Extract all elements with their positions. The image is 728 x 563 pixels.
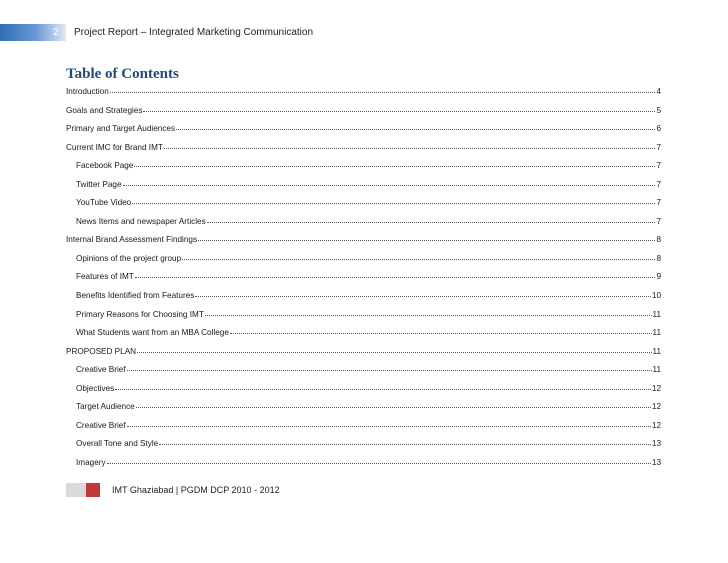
toc-dot-leader bbox=[123, 185, 656, 186]
toc-dot-leader bbox=[134, 166, 655, 167]
toc-heading: Table of Contents bbox=[66, 66, 179, 82]
toc-entry[interactable] bbox=[66, 454, 661, 473]
toc-dot-leader bbox=[136, 407, 651, 408]
toc-entry-page: 7 bbox=[656, 142, 661, 152]
toc-dot-leader bbox=[198, 240, 655, 241]
toc-entry-page: 13 bbox=[651, 439, 661, 449]
toc-entry[interactable] bbox=[66, 250, 661, 269]
toc-entry-page: 11 bbox=[652, 365, 661, 375]
toc-entry-page: 7 bbox=[656, 161, 661, 171]
toc-entry-label: PROPOSED PLAN bbox=[66, 346, 137, 356]
toc-dot-leader bbox=[143, 111, 655, 112]
toc-entry-label: Goals and Strategies bbox=[66, 105, 143, 115]
toc-dot-leader bbox=[207, 222, 656, 223]
toc-entry-label: YouTube Video bbox=[76, 198, 132, 208]
toc-dot-leader bbox=[182, 259, 655, 260]
toc-entry[interactable] bbox=[66, 231, 661, 250]
toc-dot-leader bbox=[132, 203, 655, 204]
toc-entry-label: Creative Brief bbox=[76, 420, 126, 430]
toc-entry-label: Twitter Page bbox=[76, 179, 122, 189]
toc-dot-leader bbox=[137, 352, 651, 353]
toc-entry-page: 6 bbox=[656, 124, 661, 134]
page-number: 2 bbox=[0, 24, 66, 41]
toc-entry-label: Primary Reasons for Choosing IMT bbox=[76, 309, 204, 319]
toc-entry-page: 12 bbox=[651, 402, 661, 412]
toc-entry[interactable] bbox=[66, 343, 661, 362]
toc-entry[interactable] bbox=[66, 380, 661, 399]
toc-entry[interactable] bbox=[66, 102, 661, 121]
toc-dot-leader bbox=[127, 426, 651, 427]
toc-entry[interactable] bbox=[66, 194, 661, 213]
toc-entry[interactable] bbox=[66, 324, 661, 343]
toc-entry-label: Overall Tone and Style bbox=[76, 439, 159, 449]
toc-entry-page: 12 bbox=[651, 383, 661, 393]
toc-entry[interactable] bbox=[66, 306, 661, 325]
footer-red-block bbox=[86, 483, 100, 497]
toc-entry[interactable] bbox=[66, 120, 661, 139]
toc-dot-leader bbox=[127, 370, 652, 371]
toc-entry-page: 7 bbox=[656, 198, 661, 208]
toc-entry-page: 10 bbox=[651, 291, 661, 301]
toc-dot-leader bbox=[205, 315, 652, 316]
toc-entry[interactable] bbox=[66, 157, 661, 176]
toc-entry[interactable] bbox=[66, 213, 661, 232]
toc-dot-leader bbox=[164, 148, 656, 149]
toc-entry-label: Introduction bbox=[66, 87, 109, 96]
toc-entry[interactable] bbox=[66, 176, 661, 195]
toc-entry[interactable] bbox=[66, 287, 661, 306]
toc-dot-leader bbox=[230, 333, 652, 334]
toc-entry[interactable] bbox=[66, 398, 661, 417]
toc-entry[interactable] bbox=[66, 361, 661, 380]
toc-entry-page: 5 bbox=[656, 105, 661, 115]
toc-dot-leader bbox=[115, 389, 651, 390]
toc-entry-label: Current IMC for Brand IMT bbox=[66, 142, 163, 152]
toc-entry-page: 7 bbox=[656, 179, 661, 189]
toc-entry-page: 4 bbox=[656, 87, 661, 96]
toc-entry-label: Creative Brief bbox=[76, 365, 126, 375]
toc-entry-page: 8 bbox=[656, 253, 661, 263]
toc-entry-label: Objectives bbox=[76, 383, 115, 393]
toc-entry-label: News Items and newspaper Articles bbox=[76, 216, 206, 226]
toc-entry-page: 11 bbox=[652, 328, 661, 338]
page-header bbox=[0, 24, 728, 44]
toc-entry-label: Internal Brand Assessment Findings bbox=[66, 235, 198, 245]
toc-entry-page: 12 bbox=[651, 420, 661, 430]
toc-entry-label: Features of IMT bbox=[76, 272, 134, 282]
footer-text: IMT Ghaziabad | PGDM DCP 2010 - 2012 bbox=[112, 485, 280, 495]
table-of-contents bbox=[66, 83, 661, 472]
toc-entry[interactable] bbox=[66, 83, 661, 102]
page-footer bbox=[66, 483, 366, 497]
toc-entry[interactable] bbox=[66, 268, 661, 287]
header-title: Project Report – Integrated Marketing Communication bbox=[74, 27, 314, 38]
toc-entry-label: What Students want from an MBA College bbox=[76, 328, 229, 338]
toc-entry-page: 7 bbox=[656, 216, 661, 226]
toc-dot-leader bbox=[135, 277, 656, 278]
toc-entry-page: 9 bbox=[656, 272, 661, 282]
toc-entry-label: Target Audience bbox=[76, 402, 135, 412]
toc-entry[interactable] bbox=[66, 435, 661, 454]
toc-entry-label: Benefits Identified from Features bbox=[76, 291, 195, 301]
toc-entry-page: 11 bbox=[652, 309, 661, 319]
toc-entry[interactable] bbox=[66, 139, 661, 158]
toc-entry-page: 13 bbox=[651, 457, 661, 467]
toc-entry-page: 8 bbox=[656, 235, 661, 245]
toc-entry-label: Facebook Page bbox=[76, 161, 134, 171]
toc-entry-label: Opinions of the project group bbox=[76, 253, 182, 263]
toc-entry-page: 11 bbox=[652, 346, 661, 356]
toc-dot-leader bbox=[195, 296, 651, 297]
toc-dot-leader bbox=[110, 92, 656, 93]
toc-dot-leader bbox=[159, 444, 651, 445]
toc-entry[interactable] bbox=[66, 417, 661, 436]
toc-dot-leader bbox=[176, 129, 655, 130]
toc-dot-leader bbox=[107, 463, 651, 464]
footer-gray-block bbox=[66, 483, 86, 497]
toc-entry-label: Imagery bbox=[76, 457, 106, 467]
toc-entry-label: Primary and Target Audiences bbox=[66, 124, 176, 134]
